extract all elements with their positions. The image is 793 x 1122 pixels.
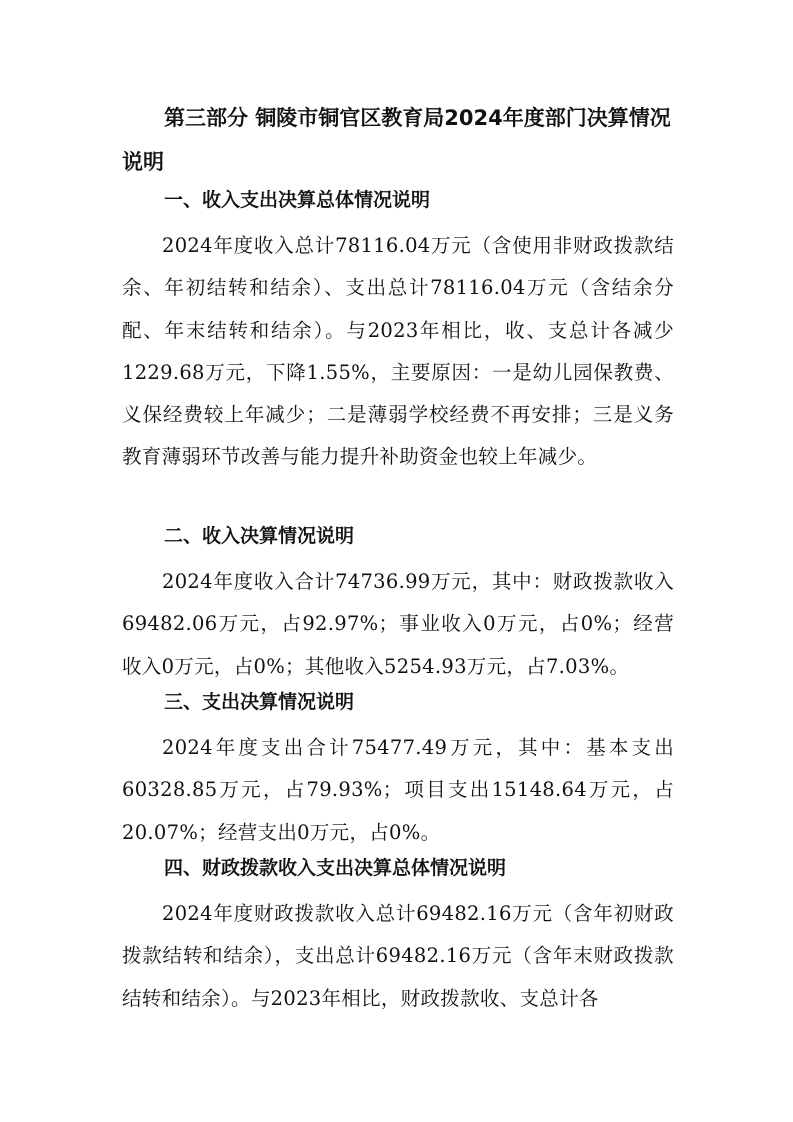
section-4-body: 2024年度财政拨款收入总计69482.16万元（含年初财政拨款结转和结余），支出总计69482.16万元（含年末财政拨款结转和结余）。与2023年相比，财政拨款收、支总计各 (122, 902, 674, 1010)
section-2-heading: 二、收入决算情况说明 (164, 525, 355, 547)
document-title: 第三部分 铜陵市铜官区教育局2024年度部门决算情况说明 (122, 106, 671, 174)
section-2-body: 2024年度收入合计74736.99万元，其中：财政拨款收入69482.06万元，占92.97%；事业收入0万元，占0%；经营收入0万元，占0%；其他收入5254.93万元，占7.03%。 (122, 570, 674, 678)
section-3-heading: 三、支出决算情况说明 (164, 691, 355, 713)
section-1-body: 2024年度收入总计78116.04万元（含使用非财政拨款结余、年初结转和结余）、支出总计78116.04万元（含结余分配、年末结转和结余）。与2023年相比，收、支总计各减少1229.68万元，下降1.55%，主要原因：一是幼儿园保教费、义保经费较上年减少；二是薄弱学校经费不再安排；三是义务教育薄弱环节改善与能力提升补助资金也较上年减少。 (122, 234, 674, 469)
section-3-body: 2024年度支出合计75477.49万元，其中：基本支出60328.85万元，占79.93%；项目支出15148.64万元，占20.07%；经营支出0万元，占0%。 (122, 736, 674, 844)
section-1-heading: 一、收入支出决算总体情况说明 (164, 189, 431, 211)
section-4-heading: 四、财政拨款收入支出决算总体情况说明 (164, 857, 507, 879)
